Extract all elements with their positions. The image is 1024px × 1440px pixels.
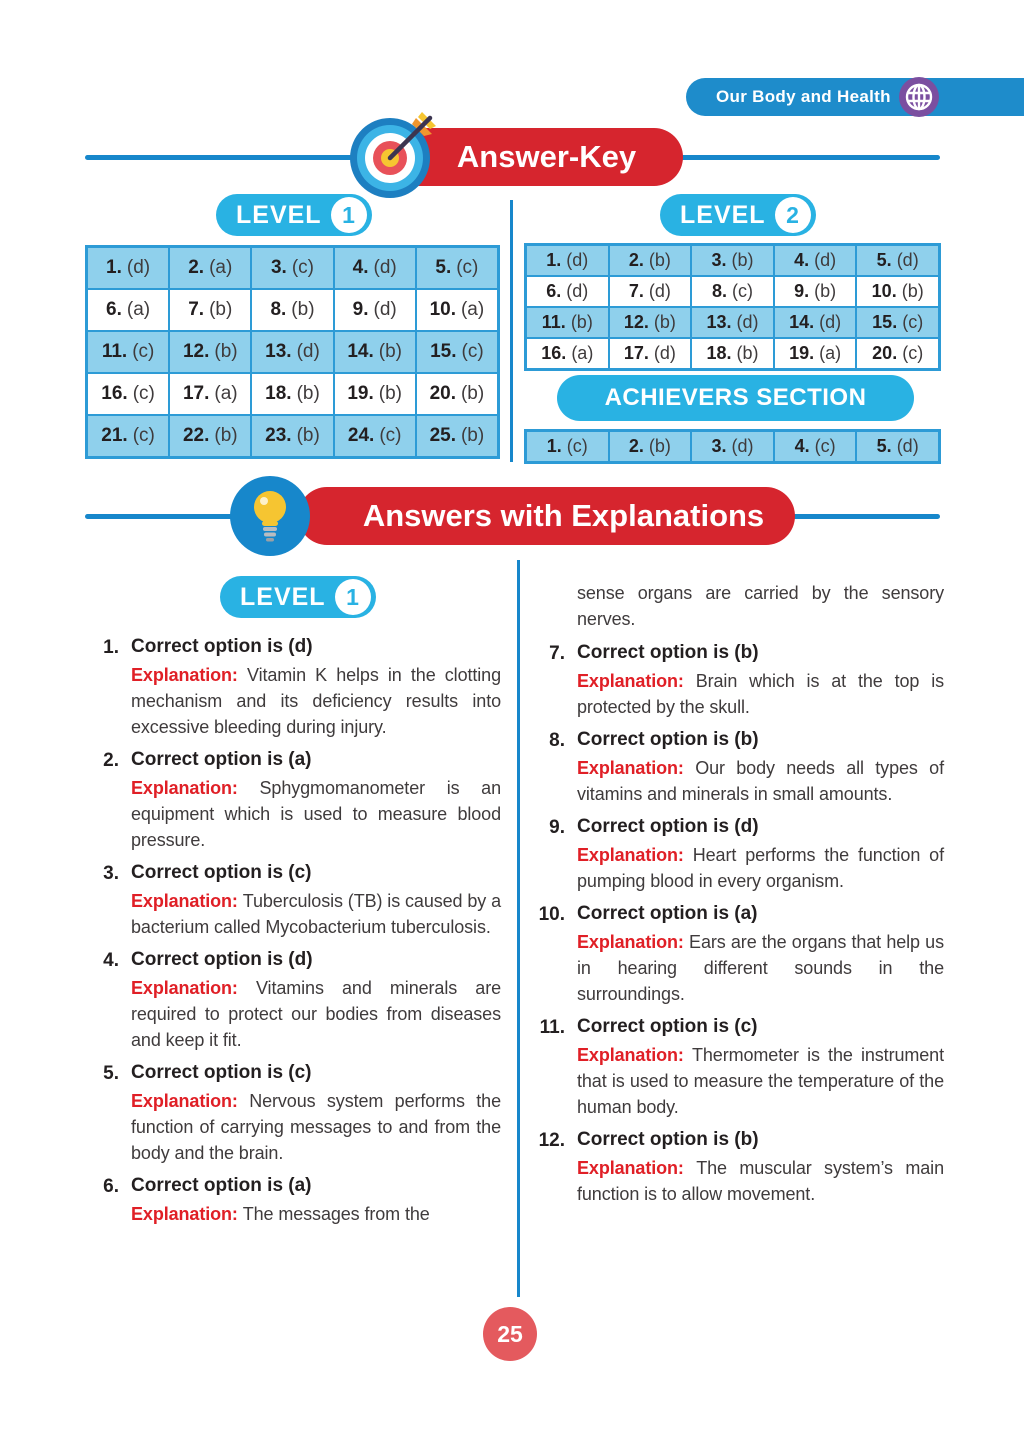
correct-option-heading: Correct option is (a): [577, 903, 758, 924]
explanation-item: [85, 1175, 501, 1227]
correct-option-heading: Correct option is (d): [577, 816, 759, 837]
answer-cell: 18. (b): [251, 373, 333, 415]
answer-cell: 11. (c): [87, 331, 169, 373]
item-number: 5.: [103, 1063, 119, 1084]
explanation-text: Explanation: Brain which is at the top is protected by the skull.: [577, 671, 944, 717]
answer-cell: 1. (d): [526, 245, 609, 276]
answer-cell: 18. (b): [691, 338, 774, 369]
explanations-level-number: 1: [335, 579, 371, 615]
answer-cell: 3. (c): [251, 247, 333, 289]
explanation-label: Explanation:: [577, 1158, 697, 1178]
level-1-number: 1: [331, 197, 367, 233]
answer-cell: 22. (b): [169, 415, 251, 457]
explanation-item: [531, 816, 944, 894]
explanations-title: Answers with Explanations: [362, 498, 765, 533]
explanation-item: [531, 729, 944, 807]
item-number: 7.: [549, 643, 565, 664]
level-2-number: 2: [775, 197, 811, 233]
answer-cell: 6. (d): [526, 276, 609, 307]
explanation-text: Explanation: Vitamin K helps in the clotting mechanism and its deficiency results into excessive bleeding during injury.: [131, 665, 502, 737]
answer-cell: 9. (d): [334, 289, 416, 331]
correct-option-heading: Correct option is (c): [131, 1062, 312, 1083]
answer-cell: 20. (b): [416, 373, 498, 415]
answer-cell: 19. (b): [334, 373, 416, 415]
answer-cell: 15. (c): [856, 307, 939, 338]
achievers-answer-table: [524, 429, 941, 464]
explanation-item: [85, 862, 501, 940]
explanation-text: Explanation: Our body needs all types of vitamins and minerals in small amounts.: [577, 758, 944, 804]
answer-cell: 12. (b): [609, 307, 692, 338]
target-icon: [346, 110, 438, 202]
answer-cell: 4. (d): [774, 245, 857, 276]
answer-cell: 14. (b): [334, 331, 416, 373]
explanation-item: [85, 749, 501, 853]
answer-cell: 14. (d): [774, 307, 857, 338]
level-1-answer-table: [85, 245, 500, 459]
answer-cell: 8. (b): [251, 289, 333, 331]
answer-cell: 20. (c): [856, 338, 939, 369]
answer-cell: 6. (a): [87, 289, 169, 331]
explanation-label: Explanation:: [131, 778, 260, 798]
explanation-item: [85, 636, 501, 740]
explanation-text: Explanation: Nervous system performs the function of carrying messages to and from the body and the brain.: [131, 1091, 501, 1163]
answer-cell: 21. (c): [87, 415, 169, 457]
correct-option-heading: Correct option is (b): [577, 642, 759, 663]
explanation-item: [85, 949, 501, 1053]
answer-cell: 17. (a): [169, 373, 251, 415]
item-number: 11.: [539, 1017, 565, 1038]
answer-cell: 16. (a): [526, 338, 609, 369]
explanation-label: Explanation:: [577, 845, 693, 865]
item-number: 1.: [103, 637, 119, 658]
explanations-level-label: LEVEL: [240, 582, 326, 611]
answer-cell: 9. (b): [774, 276, 857, 307]
answer-cell: 13. (d): [691, 307, 774, 338]
item-number: 9.: [549, 817, 565, 838]
answer-cell: 3. (d): [691, 431, 774, 462]
column-divider: [517, 560, 520, 1297]
explanation-text: Explanation: Ears are the organs that help us in hearing different sounds in the surroundings.: [577, 932, 944, 1004]
answer-cell: 15. (c): [416, 331, 498, 373]
explanation-text: Explanation: Sphygmomanometer is an equipment which is used to measure blood pressure.: [131, 778, 502, 850]
explanation-label: Explanation:: [131, 1091, 250, 1111]
item-number: 4.: [103, 950, 119, 971]
explanation-continuation: sense organs are carried by the sensory nerves.: [577, 583, 944, 629]
chapter-badge: [686, 78, 1024, 116]
answer-key-title: Answer-Key: [456, 139, 637, 174]
globe-icon: [898, 76, 940, 118]
answer-cell: 23. (b): [251, 415, 333, 457]
correct-option-heading: Correct option is (b): [577, 729, 759, 750]
answer-cell: 17. (d): [609, 338, 692, 369]
answer-cell: 12. (b): [169, 331, 251, 373]
answer-cell: 4. (d): [334, 247, 416, 289]
achievers-section-badge: [557, 375, 914, 421]
explanation-label: Explanation:: [131, 978, 256, 998]
answer-cell: 5. (d): [856, 431, 939, 462]
explanation-label: Explanation:: [577, 932, 690, 952]
explanation-text: Explanation: Thermometer is the instrument that is used to measure the temperature of the human body.: [577, 1045, 944, 1117]
explanation-item: [531, 903, 944, 1007]
correct-option-heading: Correct option is (c): [131, 862, 312, 883]
chapter-title: Our Body and Health: [716, 87, 891, 106]
lightbulb-icon: [230, 476, 310, 556]
correct-option-heading: Correct option is (a): [131, 1175, 312, 1196]
explanations-left-column: [85, 636, 501, 1236]
achievers-section-title: ACHIEVERS SECTION: [604, 384, 867, 411]
explanation-label: Explanation:: [131, 665, 247, 685]
level-2-badge: [660, 194, 816, 236]
explanation-label: Explanation:: [577, 758, 696, 778]
answer-cell: 24. (c): [334, 415, 416, 457]
item-number: 6.: [103, 1176, 119, 1197]
answer-cell: 25. (b): [416, 415, 498, 457]
answer-cell: 2. (a): [169, 247, 251, 289]
explanations-banner: [298, 487, 795, 545]
answer-cell: 4. (c): [774, 431, 857, 462]
correct-option-heading: Correct option is (c): [577, 1016, 758, 1037]
answer-cell: 2. (b): [609, 431, 692, 462]
answer-cell: 11. (b): [526, 307, 609, 338]
answer-cell: 5. (d): [856, 245, 939, 276]
answer-cell: 16. (c): [87, 373, 169, 415]
page-number-badge: [483, 1307, 537, 1361]
explanation-label: Explanation:: [577, 1045, 692, 1065]
answer-cell: 5. (c): [416, 247, 498, 289]
page-number: 25: [497, 1320, 523, 1347]
explanations-right-column: [531, 580, 944, 1216]
explanation-text: Explanation: Heart performs the function of pumping blood in every organism.: [577, 845, 944, 891]
explanation-label: Explanation:: [131, 891, 243, 911]
answer-cell: 19. (a): [774, 338, 857, 369]
answer-cell: 1. (d): [87, 247, 169, 289]
answer-cell: 10. (b): [856, 276, 939, 307]
explanation-text: Explanation: Vitamins and minerals are required to protect our bodies from diseases and keep it fit.: [131, 978, 501, 1050]
level-1-label: LEVEL: [236, 200, 322, 229]
explanation-item: [531, 1016, 944, 1120]
explanation-text: Explanation: The messages from the: [131, 1204, 430, 1224]
item-number: 2.: [103, 750, 119, 771]
level-2-label: LEVEL: [680, 200, 766, 229]
answer-cell: 7. (b): [169, 289, 251, 331]
explanation-label: Explanation:: [131, 1204, 243, 1224]
correct-option-heading: Correct option is (b): [577, 1129, 759, 1150]
explanation-item: [531, 1129, 944, 1207]
explanation-text: Explanation: Tuberculosis (TB) is caused by a bacterium called Mycobacterium tuberculosis.: [131, 891, 501, 937]
correct-option-heading: Correct option is (d): [131, 636, 313, 657]
answer-cell: 7. (d): [609, 276, 692, 307]
answer-cell: 8. (c): [691, 276, 774, 307]
item-number: 8.: [549, 730, 565, 751]
column-divider: [510, 200, 513, 462]
explanation-item: [531, 642, 944, 720]
level-1-badge: [216, 194, 372, 236]
item-number: 10.: [538, 904, 565, 925]
level-2-answer-table: [524, 243, 941, 371]
explanations-level-badge: [220, 576, 376, 618]
explanation-text: Explanation: The muscular system’s main function is to allow movement.: [577, 1158, 944, 1204]
correct-option-heading: Correct option is (a): [131, 749, 312, 770]
explanation-label: Explanation:: [577, 671, 696, 691]
item-number: 12.: [538, 1130, 565, 1151]
item-number: 3.: [103, 863, 119, 884]
answer-cell: 10. (a): [416, 289, 498, 331]
answer-cell: 1. (c): [526, 431, 609, 462]
answer-cell: 13. (d): [251, 331, 333, 373]
answer-cell: 3. (b): [691, 245, 774, 276]
explanation-item: [85, 1062, 501, 1166]
answer-cell: 2. (b): [609, 245, 692, 276]
correct-option-heading: Correct option is (d): [131, 949, 313, 970]
